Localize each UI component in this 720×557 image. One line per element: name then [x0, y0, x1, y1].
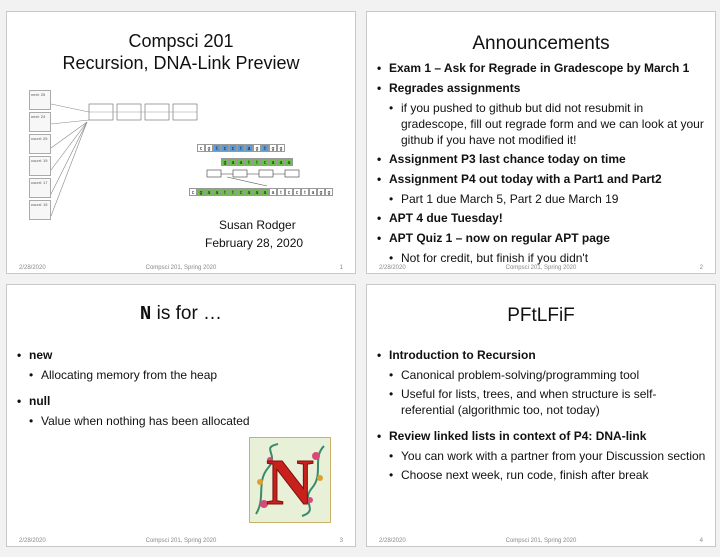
stack-frame: count: 15	[29, 200, 51, 220]
bullet-item: • new	[15, 347, 347, 363]
illuminated-letter-image	[249, 437, 331, 523]
base-cell: g	[221, 158, 229, 166]
slide-3	[6, 284, 356, 547]
bullet-item: • Review linked lists in context of P4: DNA-link	[375, 428, 707, 444]
base-cell: c	[229, 144, 237, 152]
author: Susan Rodger	[219, 218, 296, 232]
base-cell: a	[205, 188, 213, 196]
bullet-item: • if you pushed to github but did not resubmit in gradescope, fill out regrade form and we can look at your github if you have not modified it!	[375, 100, 707, 148]
base-cell: g	[317, 188, 325, 196]
floral-ornament	[250, 438, 330, 522]
base-cell: g	[205, 144, 213, 152]
bullet-item: • Useful for lists, trees, and when structure is self-referential (algorithmic too, not today)	[375, 386, 707, 418]
footer-date: 2/28/2020	[19, 265, 46, 271]
slide-number: 4	[699, 538, 703, 544]
bullet-item: • APT Quiz 1 – now on regular APT page	[375, 230, 707, 246]
base-cell: t	[253, 158, 261, 166]
base-cell: a	[229, 158, 237, 166]
base-cell: c	[261, 158, 269, 166]
base-cell: c	[197, 144, 205, 152]
base-cell: c	[293, 188, 301, 196]
title-text: is for …	[151, 303, 223, 324]
base-cell: a	[245, 144, 253, 152]
stack-frame: next: 25	[29, 90, 51, 110]
footer-course: Compsci 201, Spring 2020	[505, 538, 577, 544]
slide-title: PFtLFiF	[507, 305, 575, 326]
bullet-item: • Canonical problem-solving/programming tool	[375, 367, 707, 383]
bullet-item: • Introduction to Recursion	[375, 347, 707, 363]
bullet-item: • null	[15, 393, 347, 409]
base-cell: g	[197, 188, 205, 196]
base-cell: c	[221, 144, 229, 152]
bullet-list	[375, 60, 707, 269]
base-cell: g	[277, 144, 285, 152]
stack-frame: count: 19	[29, 156, 51, 176]
base-cell: g	[269, 144, 277, 152]
pointer-arrows	[29, 90, 209, 230]
title-line-2: Recursion, DNA-Link Preview	[62, 53, 300, 73]
base-cell: g	[253, 144, 261, 152]
bullet-item: • APT 4 due Tuesday!	[375, 210, 707, 226]
linked-nodes	[197, 168, 347, 188]
base-cell: a	[213, 188, 221, 196]
bullet-item: • Not for credit, but finish if you didn't	[375, 250, 707, 266]
slide-1	[6, 11, 356, 274]
base-cell: t	[277, 188, 285, 196]
bullet-item: • Regrades assignments	[375, 80, 707, 96]
bullet-item: • Exam 1 – Ask for Regrade in Gradescope by March 1	[375, 60, 707, 76]
slide-number: 2	[699, 265, 703, 271]
bullet-item: • Assignment P4 out today with a Part1 and Part2	[375, 171, 707, 187]
base-cell: t	[229, 188, 237, 196]
bullet-list	[15, 347, 347, 432]
base-cell: a	[253, 188, 261, 196]
bullet-item: • Allocating memory from the heap	[15, 367, 347, 383]
base-cell: t	[221, 188, 229, 196]
bullet-item: • You can work with a partner from your Discussion section	[375, 448, 707, 464]
slide-title	[7, 303, 355, 325]
stack-frame: count: 17	[29, 178, 51, 198]
bullet-item: • Part 1 due March 5, Part 2 due March 19	[375, 191, 707, 207]
stack-frame: count: 25	[29, 134, 51, 154]
title-line-1: Compsci 201	[128, 31, 234, 51]
base-cell: a	[309, 188, 317, 196]
base-cell: t	[237, 144, 245, 152]
base-cell: a	[269, 188, 277, 196]
base-cell: a	[245, 188, 253, 196]
slide-title	[7, 30, 355, 74]
slide-title: Announcements	[472, 33, 610, 54]
bullet-item: • Choose next week, run code, finish after break	[375, 467, 707, 483]
base-cell: g	[325, 188, 333, 196]
slide-2	[366, 11, 716, 274]
base-cell: c	[237, 188, 245, 196]
base-cell: a	[285, 158, 293, 166]
footer-date: 2/28/2020	[379, 265, 406, 271]
stack-diagram	[29, 90, 209, 230]
footer-course: Compsci 201, Spring 2020	[145, 265, 217, 271]
footer-date: 2/28/2020	[19, 538, 46, 544]
base-cell: c	[285, 188, 293, 196]
presentation-date: February 28, 2020	[205, 236, 304, 250]
dna-diagram	[191, 144, 347, 204]
base-cell: t	[261, 144, 269, 152]
footer-date: 2/28/2020	[379, 538, 406, 544]
bullet-item: • Value when nothing has been allocated	[15, 413, 347, 429]
stack-frame: next: 24	[29, 112, 51, 132]
illuminated-letter: N	[266, 446, 314, 519]
base-cell: a	[277, 158, 285, 166]
slide-4	[366, 284, 716, 547]
base-cell: a	[269, 158, 277, 166]
footer-course: Compsci 201, Spring 2020	[505, 265, 577, 271]
base-cell: t	[245, 158, 253, 166]
base-cell: c	[189, 188, 197, 196]
base-cell: a	[261, 188, 269, 196]
bullet-item: • Assignment P3 last chance today on time	[375, 151, 707, 167]
base-cell: a	[237, 158, 245, 166]
title-code: N	[139, 303, 152, 325]
bullet-list	[375, 347, 707, 486]
base-cell: t	[213, 144, 221, 152]
footer-course: Compsci 201, Spring 2020	[145, 538, 217, 544]
slide-number: 1	[339, 265, 343, 271]
slide-number: 3	[339, 538, 343, 544]
base-cell: t	[301, 188, 309, 196]
